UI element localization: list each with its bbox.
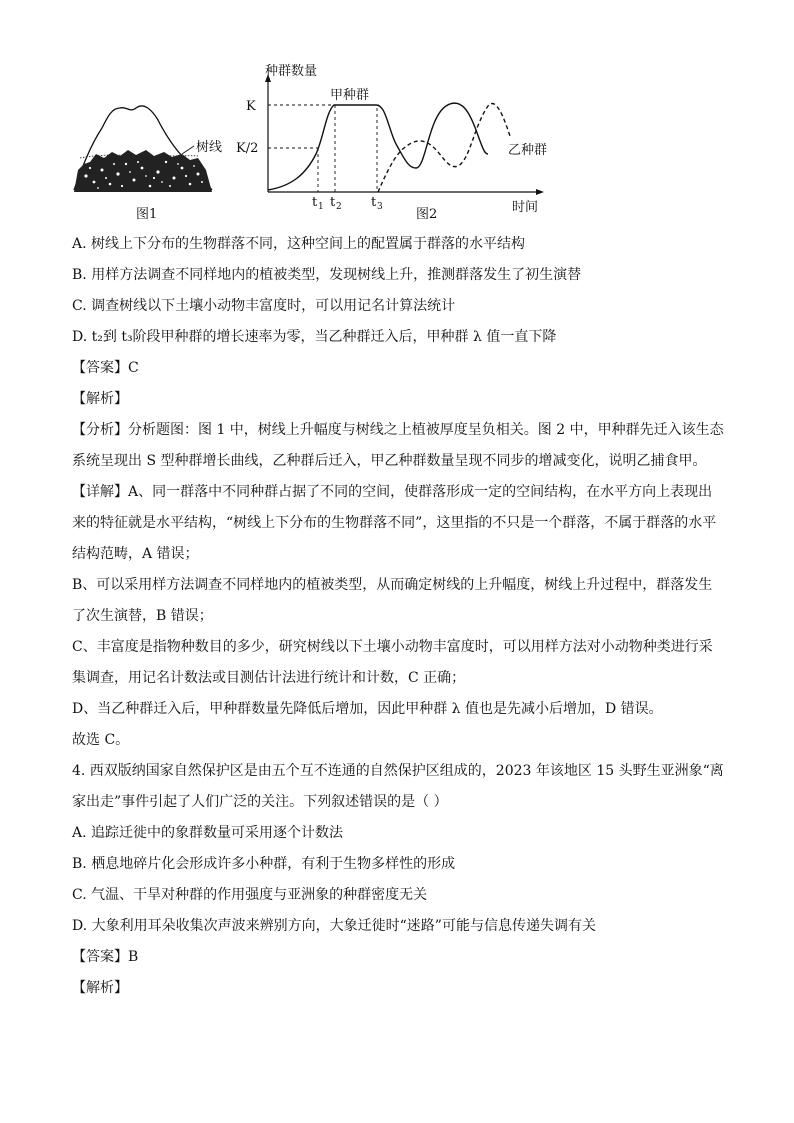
svg-text:2: 2 <box>336 202 342 212</box>
q4-analysis-heading: 【解析】 <box>72 980 128 996</box>
treeline-label: 树线 <box>196 140 223 155</box>
q4-option-c: C. 气温、干旱对种群的作用强度与亚洲象的种群密度无关 <box>72 887 428 903</box>
figure-2-chart <box>236 63 547 222</box>
svg-text:t: t <box>312 195 318 210</box>
q4-answer: 【答案】B <box>72 949 139 965</box>
species-a-curve <box>268 103 488 190</box>
q3-answer: 【答案】C <box>72 360 139 376</box>
q3-detail-line-1: 【详解】A、同一群落中不同种群占据了不同的空间，使群落形成一定的空间结构，在水平方向上表现出 <box>72 484 713 500</box>
q3-detail-line-3: 结构范畴，A 错误； <box>72 546 199 562</box>
q3-detail-line-8: D、当乙种群迁入后，甲种群数量先降低后增加，因此甲种群 λ 值也是先减小后增加，D 错误。 <box>72 701 663 717</box>
q3-option-d: D. t₂到 t₃阶段甲种群的增长速率为零，当乙种群迁入后，甲种群 λ 值一直下降 <box>72 329 557 345</box>
q3-detail-line-5: 了次生演替，B 错误； <box>72 608 213 624</box>
y-tick-k-half: K/2 <box>236 141 259 156</box>
q3-analysis-heading: 【解析】 <box>72 391 128 407</box>
species-a-label: 甲种群 <box>330 88 370 103</box>
x-tick-t1 <box>312 195 324 212</box>
q4-option-a: A. 追踪迁徙中的象群数量可采用逐个计数法 <box>72 825 344 841</box>
q3-detail-line-2: 来的特征就是水平结构，“树线上下分布的生物群落不同”，这里指的不只是一个群落，不属于群落的水平 <box>72 515 717 531</box>
q3-conclusion: 故选 C。 <box>72 732 130 748</box>
q4-stem-line-2: 家出走”事件引起了人们广泛的关注。下列叙述错误的是（ ） <box>72 794 448 810</box>
x-axis-arrow <box>536 189 544 195</box>
q4-option-d: D. 大象利用耳朵收集次声波来辨别方向，大象迁徙时“迷路”可能与信息传递失调有关 <box>72 918 596 934</box>
q3-option-b: B. 用样方法调查不同样地内的植被类型，发现树线上升，推测群落发生了初生演替 <box>72 267 582 283</box>
figure-area <box>60 58 560 230</box>
svg-text:t: t <box>371 195 377 210</box>
x-axis-label: 时间 <box>512 200 539 215</box>
q3-analysis-line-1: 【分析】分析题图：图 1 中，树线上升幅度与树线之上植被厚度呈负相关。图 2 中，甲种群先迁入该生态 <box>72 422 724 438</box>
q4-stem-line-1: 4. 西双版纳国家自然保护区是由五个互不连通的自然保护区组成的，2023 年该地区 15 头野生亚洲象“离 <box>72 763 724 779</box>
forest-below-treeline <box>74 150 212 192</box>
y-axis-label: 种群数量 <box>265 64 318 79</box>
figure-2-label: 图2 <box>416 207 438 222</box>
y-tick-k: K <box>246 99 256 114</box>
q3-option-a: A. 树线上下分布的生物群落不同，这种空间上的配置属于群落的水平结构 <box>72 236 526 252</box>
species-b-label: 乙种群 <box>508 143 548 158</box>
figure-1-label: 图1 <box>136 207 158 222</box>
x-tick-t3 <box>371 195 383 212</box>
q4-option-b: B. 栖息地碎片化会形成许多小种群，有利于生物多样性的形成 <box>72 856 456 872</box>
q3-option-c: C. 调查树线以下土壤小动物丰富度时，可以用记名计算法统计 <box>72 298 456 314</box>
svg-text:t: t <box>330 195 336 210</box>
svg-text:3: 3 <box>377 202 383 212</box>
q3-detail-line-4: B、可以采用样方法调查不同样地内的植被类型，从而确定树线的上升幅度，树线上升过程中，群落发生 <box>72 577 713 593</box>
q3-detail-line-6: C、丰富度是指物种数目的多少，研究树线以下土壤小动物丰富度时，可以用样方法对小动物种类进行采 <box>72 639 713 655</box>
svg-text:1: 1 <box>318 202 324 212</box>
q3-detail-line-7: 集调查，用记名计数法或目测估计法进行统计和计数，C 正确； <box>72 670 466 686</box>
x-tick-t2 <box>330 195 342 212</box>
figure-1-mountain <box>74 106 222 222</box>
q3-analysis-line-2: 系统呈现出 S 型种群增长曲线，乙种群后迁入，甲乙种群数量呈现不同步的增减变化，说明乙捕食甲。 <box>72 453 707 469</box>
